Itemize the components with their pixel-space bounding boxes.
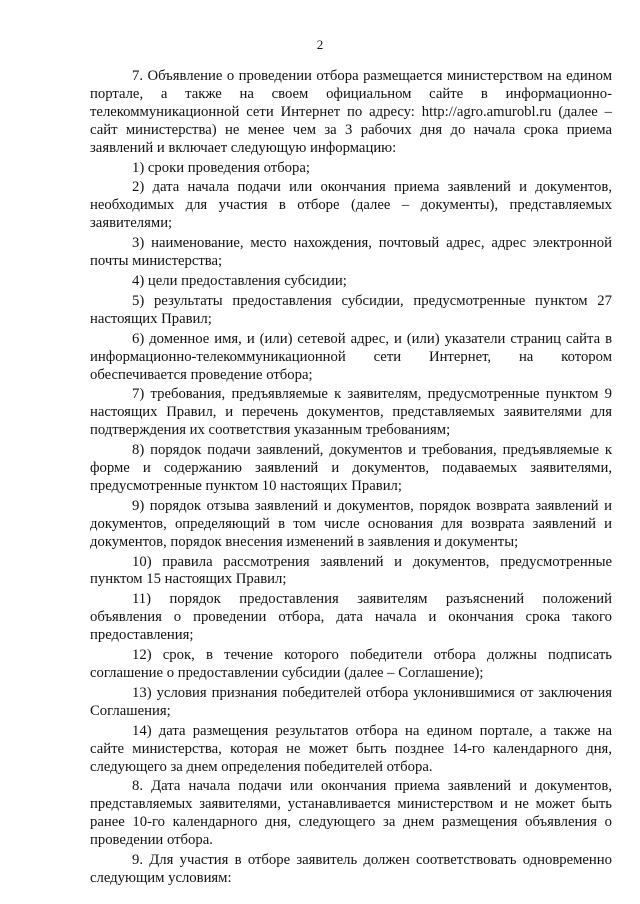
paragraph-7: 7. Объявление о проведении отбора размещается министерством на едином портале, а также на своем официальном сайте в информационно-телекоммуникационной сети Интернет по адресу: http://agro.amurobl.ru (далее – сайт министерства) не менее чем за 3 рабочих дня до начала срока приема заявлений и включает следующую информацию: xyxy=(90,68,612,156)
list-item-5: 5) результаты предоставления субсидии, предусмотренные пунктом 27 настоящих Правил; xyxy=(90,292,612,327)
paragraph-8: 8. Дата начала подачи или окончания приема заявлений и документов, представляемых заявителями, устанавливается министерством и не может быть ранее 10-го календарного дня, следующего за днем размещения объявления о проведении отбора. xyxy=(90,778,612,849)
list-item-14: 14) дата размещения результатов отбора на едином портале, а также на сайте министерства, которая не может быть позднее 14-го календарного дня, следующего за днем определения победителей отбора. xyxy=(90,722,612,775)
list-item-4: 4) цели предоставления субсидии; xyxy=(132,272,347,289)
document-body xyxy=(90,68,612,890)
list-item-7: 7) требования, предъявляемые к заявителям, предусмотренные пунктом 9 настоящих Правил, и перечень документов, представляемых заявителями для подтверждения их соответствия указанным требованиям; xyxy=(90,386,612,439)
list-item-11: 11) порядок предоставления заявителям разъяснений положений объявления о проведении отбора, дата начала и окончания срока такого предоставления; xyxy=(90,591,612,644)
list-item-10: 10) правила рассмотрения заявлений и документов, предусмотренные пунктом 15 настоящих Правил; xyxy=(90,553,612,588)
list-item-6: 6) доменное имя, и (или) сетевой адрес, и (или) указатели страниц сайта в информационно-телекоммуникационной сети Интернет, на котором обеспечивается проведение отбора; xyxy=(90,330,612,383)
list-item-8: 8) порядок подачи заявлений, документов и требования, предъявляемые к форме и содержанию заявлений и документов, подаваемых заявителями, предусмотренные пунктом 10 настоящих Правил; xyxy=(90,442,612,494)
paragraph-9: 9. Для участия в отборе заявитель должен соответствовать одновременно следующим условиям: xyxy=(90,852,612,886)
list-item-2: 2) дата начала подачи или окончания приема заявлений и документов, необходимых для участия в отборе (далее – документы), представляемых заявителями; xyxy=(90,179,612,232)
list-item-12: 12) срок, в течение которого победители отбора должны подписать соглашение о предоставлении субсидии (далее – Соглашение); xyxy=(90,647,612,681)
list-item-1: 1) сроки проведения отбора; xyxy=(132,159,310,176)
list-item-9: 9) порядок отзыва заявлений и документов, порядок возврата заявлений и документов, определяющий в том числе основания для возврата заявлений и документов, порядок внесения изменений в заявления и документы; xyxy=(90,497,612,550)
list-item-3: 3) наименование, место нахождения, почтовый адрес, адрес электронной почты министерства; xyxy=(90,235,612,270)
list-item-13: 13) условия признания победителей отбора уклонившимися от заключения Соглашения; xyxy=(90,684,612,719)
page-number: 2 xyxy=(316,37,324,52)
